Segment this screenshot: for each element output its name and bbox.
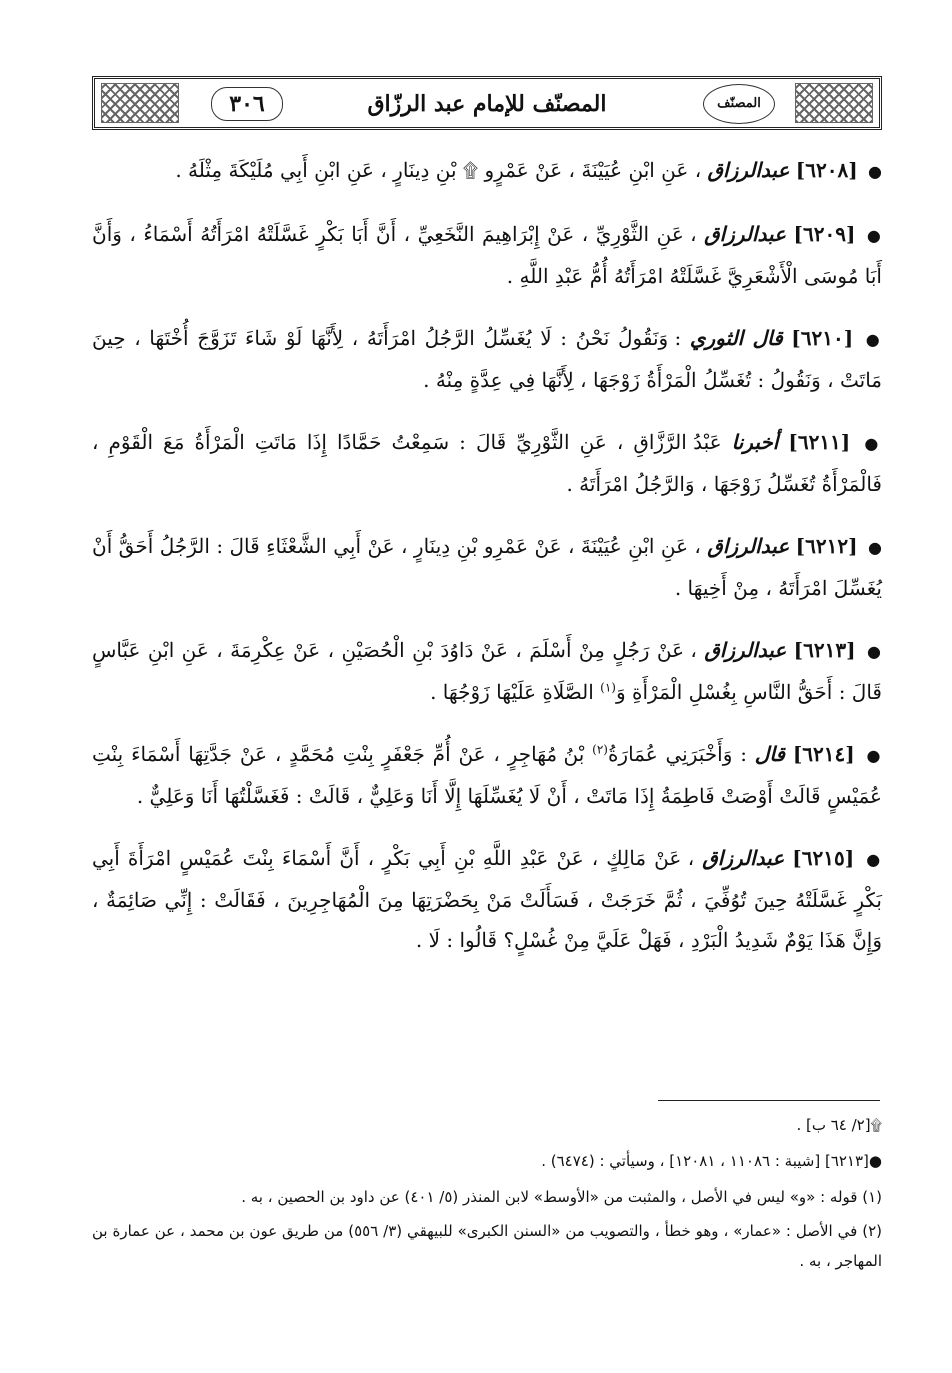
page-number: ٣٠٦ [211, 87, 283, 121]
narrator: عبدالرزاق [704, 222, 786, 246]
bullet-icon: ● [867, 538, 883, 557]
bullet-icon: ● [866, 746, 882, 765]
narrator: عبدالرزاق [704, 638, 787, 662]
footnote-divider [658, 1100, 880, 1101]
hadith-entry-6215 [92, 838, 882, 960]
hadith-number: [٦٢٠٨] [795, 158, 858, 182]
book-seal-logo: المصنّف [703, 84, 775, 124]
right-ornament [795, 83, 873, 123]
running-header [92, 76, 882, 130]
hadith-text: ، عَنِ الثَّوْرِيِّ ، عَنْ إِبْرَاهِيمَ النَّخَعِيِّ ، أَنَّ أَبَا بَكْرٍ غَسَّلَتْهُ امْرَأَتُهُ أَسْمَاءُ ، وَأَنَّ أَبَا مُوسَى الْأَشْعَرِيَّ غَسَّلَتْهُ امْرَأَتُهُ أُمُّ عَبْدِ اللَّهِ . [92, 222, 882, 288]
hadith-entry-6214 [92, 734, 882, 816]
footnote-ref: (٢) [592, 742, 608, 757]
hadith-text: ، عَنِ ابْنِ عُيَيْنَةَ ، عَنْ عَمْرِو بْنِ دِينَارٍ ، عَنْ أَبِي الشَّعْثَاءِ قَالَ : الرَّجُلُ أَحَقُّ أَنْ يُغَسِّلَ امْرَأَتَهُ ، مِنْ أَخِيهَا . [92, 534, 882, 600]
hadith-text: : وَأَخْبَرَنِي عُمَارَةُ [607, 742, 747, 766]
hadith-number: [٦٢٠٩] [793, 222, 856, 246]
hadith-entry-6212 [92, 526, 882, 608]
hadith-text: ، عَنِ ابْنِ عُيَيْنَةَ ، عَنْ عَمْرٍو ۩ بْنِ دِينَارٍ ، عَنِ ابْنِ أَبِي مُلَيْكَةَ مِثْلَهُ . [175, 158, 702, 182]
hadith-entry-6210 [92, 318, 882, 400]
narrator: عبدالرزاق [707, 534, 790, 558]
narrator: عبدالرزاق [702, 846, 785, 870]
hadith-text-continued: الصَّلَاةِ عَلَيْهَا زَوْجُهَا . [430, 680, 594, 704]
footnotes [92, 1110, 882, 1280]
cross-reference-note: ●[٦٢١٣] [شيبة : ١١٠٨٦ ، ١٢٠٨١] ، وسيأتي : (٦٤٧٤) . [541, 1152, 882, 1170]
hadith-number: [٦٢١٥] [792, 846, 855, 870]
bullet-icon: ● [866, 850, 882, 869]
hadith-entry-6209 [92, 214, 882, 296]
hadith-number: [٦٢١٣] [793, 638, 856, 662]
hadith-number: [٦٢١٢] [795, 534, 858, 558]
hadith-list [92, 150, 882, 982]
footnote-2: (٢) في الأصل : «عمار» ، وهو خطأ ، والتصويب من «السنن الكبرى» للبيهقي (٣/ ٥٥٦) من طريق عون بن محمد ، عن عمارة بن المهاجر ، به . [92, 1222, 882, 1270]
hadith-entry-6213 [92, 630, 882, 712]
left-ornament [101, 83, 179, 123]
book-title: المصنّف للإمام عبد الرزّاق [345, 87, 629, 121]
hadith-number: [٦٢١٤] [792, 742, 855, 766]
hadith-number: [٦٢١٠] [791, 326, 854, 350]
bullet-icon: ● [864, 434, 882, 453]
footnote-1: (١) قوله : «و» ليس في الأصل ، والمثبت من «الأوسط» لابن المنذر (٥/ ٤٠١) عن داود بن الحصين ، به . [241, 1188, 882, 1206]
hadith-text-continued: بْنُ مُهَاجِرٍ ، عَنْ أُمِّ جَعْفَرٍ بِنْتِ مُحَمَّدٍ ، عَنْ جَدَّتِهَا أَسْمَاءَ بِنْتِ عُمَيْسٍ قَالَتْ أَوْصَتْ فَاطِمَةُ إِذَا مَاتَتْ ، أَنْ لَا يُغَسِّلَهَا إِلَّا أَنَا وَعَلِيٌّ ، قَالَتْ : فَغَسَّلْتُهَا أَنَا وَعَلِيٌّ . [92, 742, 882, 808]
manuscript-folio-note: ۩[٢/ ٦٤ ب] . [796, 1116, 882, 1134]
bullet-icon: ● [866, 642, 883, 661]
hadith-text: : وَنَقُولُ نَحْنُ : لَا يُغَسِّلُ الرَّجُلُ امْرَأَتَهُ ، لِأَنَّهَا لَوْ شَاءَ تَزَوَّجَ أُخْتَهَا ، حِينَ مَاتَتْ ، وَنَقُولُ : تُغَسِّلُ الْمَرْأَةُ زَوْجَهَا ، لِأَنَّهَا فِي عِدَّةٍ مِنْهُ . [92, 326, 882, 392]
hadith-entry-6211 [92, 422, 882, 504]
hadith-text: ، عَنْ رَجُلٍ مِنْ أَسْلَمَ ، عَنْ دَاوُدَ بْنِ الْحُصَيْنِ ، عَنْ عِكْرِمَةَ ، عَنِ ابْنِ عَبَّاسٍ قَالَ : أَحَقُّ النَّاسِ بِغُسْلِ الْمَرْأَةِ وَ [92, 638, 882, 704]
hadith-text: ، عَنْ مَالِكٍ ، عَنْ عَبْدِ اللَّهِ بْنِ أَبِي بَكْرٍ ، أَنَّ أَسْمَاءَ بِنْتَ عُمَيْسٍ امْرَأَةَ أَبِي بَكْرٍ غَسَّلَتْهُ حِينَ تُوُفِّيَ ، ثُمَّ خَرَجَتْ ، فَسَأَلَتْ مَنْ بِحَضْرَتِهَا مِنَ الْمُهَاجِرِينَ ، فَقَالَتْ : إِنِّي صَائِمَةٌ ، وَإِنَّ هَذَا يَوْمٌ شَدِيدُ الْبَرْدِ ، فَهَلْ عَلَيَّ مِنْ غُسْلٍ؟ قَالُوا : لَا . [92, 846, 882, 952]
hadith-entry-6208 [92, 150, 882, 192]
bullet-icon: ● [868, 162, 882, 181]
narrator: عبدالرزاق [707, 158, 790, 182]
narrator: أخبرنا [731, 430, 779, 454]
footnote-ref: (١) [600, 680, 616, 695]
narrator: قال الثوري [689, 326, 783, 350]
bullet-icon: ● [865, 330, 883, 349]
hadith-text: عَبْدُ الرَّزَّاقِ ، عَنِ الثَّوْرِيِّ قَالَ : سَمِعْتُ حَمَّادًا إِذَا مَاتَتِ الْمَرْأَةُ مَعَ الْقَوْمِ ، فَالْمَرْأَةُ تُغَسِّلُ زَوْجَهَا ، وَالرَّجُلُ امْرَأَتَهُ . [92, 430, 882, 496]
bullet-icon: ● [866, 226, 883, 245]
hadith-number: [٦٢١١] [788, 430, 851, 454]
narrator: قال [754, 742, 785, 766]
